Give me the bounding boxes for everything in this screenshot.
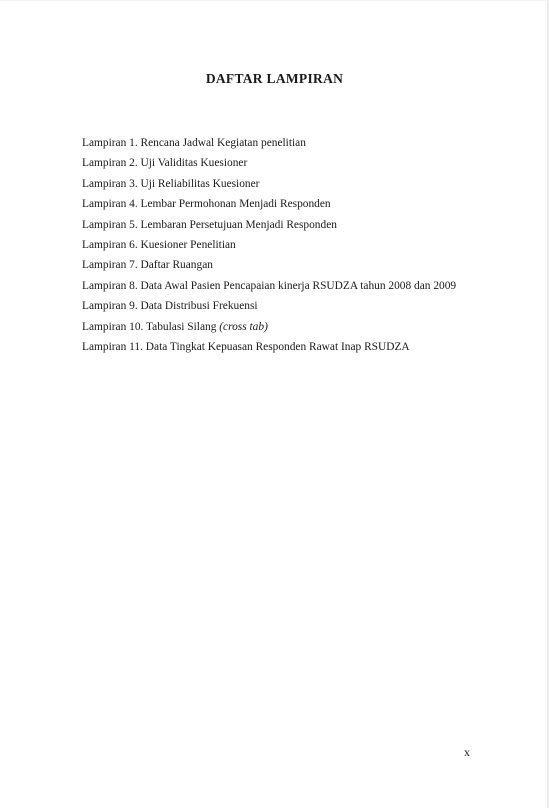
list-item-italic-text: (cross tab) — [219, 320, 268, 333]
list-item — [82, 156, 456, 176]
list-item — [82, 320, 456, 340]
list-item — [82, 238, 456, 258]
list-item-text: Lampiran 7. Daftar Ruangan — [82, 259, 213, 272]
list-item — [82, 279, 456, 299]
list-item-text: Lampiran 8. Data Awal Pasien Pencapaian kinerja RSUDZA tahun 2008 dan 2009 — [82, 279, 457, 292]
list-item-text: Lampiran 4. Lembar Permohonan Menjadi Responden — [82, 198, 331, 211]
list-item — [82, 258, 456, 278]
list-item — [82, 340, 456, 360]
list-item-text: Lampiran 6. Kuesioner Penelitian — [82, 238, 236, 251]
appendix-list — [82, 136, 456, 360]
list-item — [82, 218, 456, 238]
list-item — [82, 197, 456, 217]
page-number: x — [464, 745, 470, 759]
list-item-text: Lampiran 9. Data Distribusi Frekuensi — [82, 300, 258, 313]
list-item-text: Lampiran 3. Uji Reliabilitas Kuesioner — [82, 177, 260, 190]
list-item-text: Lampiran 11. Data Tingkat Kepuasan Responden Rawat Inap RSUDZA — [82, 340, 410, 353]
scan-edge-top — [0, 0, 549, 1]
list-item-text: Lampiran 1. Rencana Jadwal Kegiatan penelitian — [82, 137, 306, 149]
list-item — [82, 177, 456, 197]
list-item-text: Lampiran 10. Tabulasi Silang — [82, 320, 220, 333]
list-item-text: Lampiran 5. Lembaran Persetujuan Menjadi Responden — [82, 218, 337, 231]
page-title: DAFTAR LAMPIRAN — [205, 71, 344, 86]
list-item-text: Lampiran 2. Uji Validitas Kuesioner — [82, 157, 248, 170]
list-item — [82, 136, 456, 156]
list-item — [82, 299, 456, 319]
